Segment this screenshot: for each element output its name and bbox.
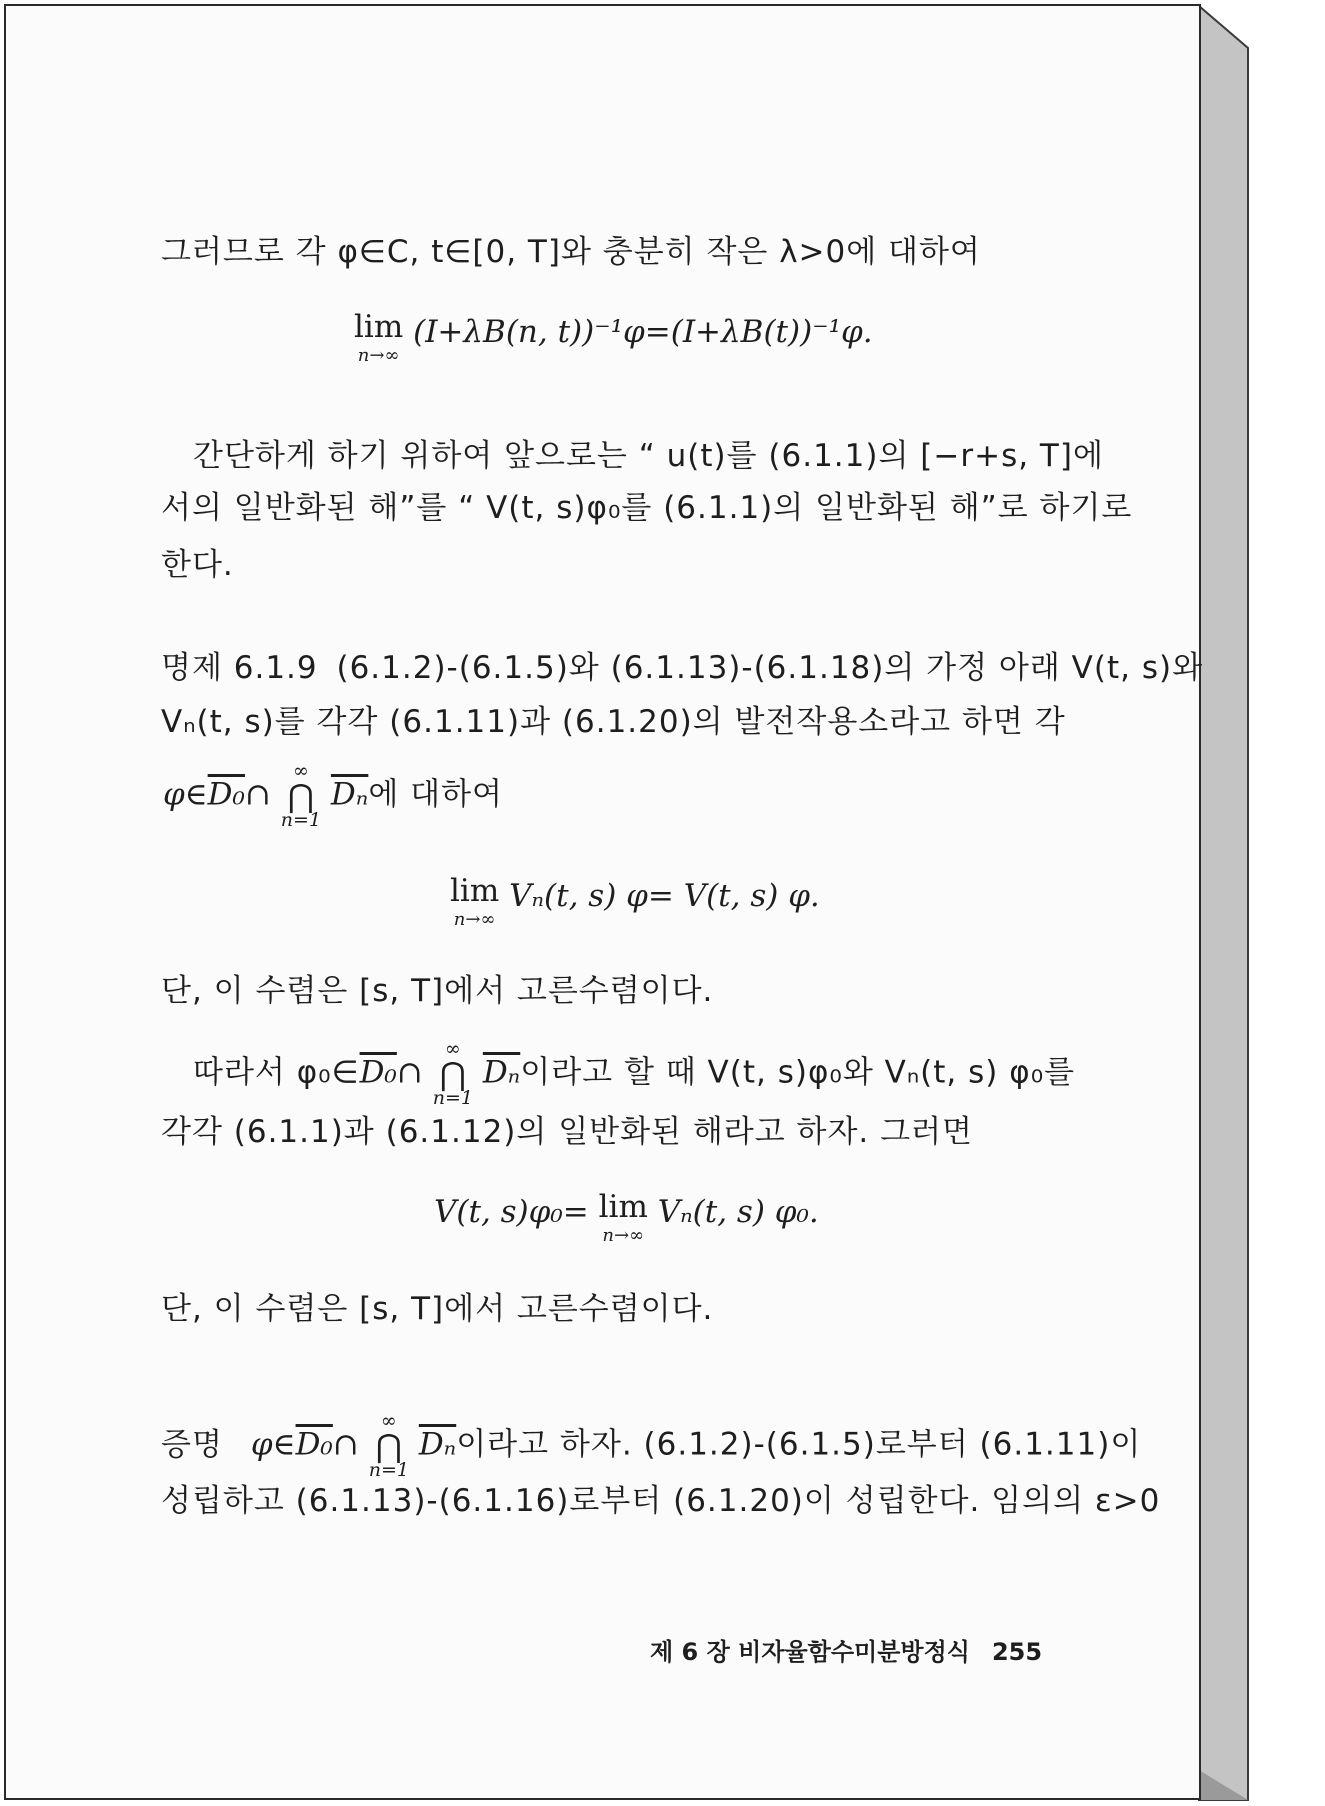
- proof-line-b: 성립하고 (6.1.13)-(6.1.16)로부터 (6.1.20)이 성립한다. 임의의 ε>0: [161, 1483, 1161, 1519]
- proof-lower: n=1: [368, 1459, 409, 1481]
- equation-1: [354, 309, 873, 366]
- text-line-p1b: 서의 일반화된 해”를 “ V(t, s)φ₀를 (6.1.1)의 일반화된 해”로 하기로: [161, 490, 1133, 526]
- p2a-dn-closure: $\overline{D_n}$: [482, 1054, 521, 1091]
- remark-line-1: 단, 이 수렴은 [s, T]에서 고른수렴이다.: [161, 973, 714, 1009]
- prop-c-bigcap-symbol: ⋂: [287, 777, 315, 815]
- p2a-bigcap: [433, 1040, 473, 1108]
- page-edge-side: [1199, 6, 1248, 1800]
- running-footer: [650, 1632, 1042, 1667]
- text-line-p2a: [193, 1040, 1075, 1108]
- prop-c-d0-closure: D₀: [207, 776, 245, 813]
- p2a-d0-closure: D₀: [359, 1054, 397, 1091]
- text-line-p1c: 한다.: [161, 547, 234, 583]
- proposition-heading: 명제 6.1.9: [161, 650, 318, 686]
- proof-line-a: [161, 1412, 1141, 1480]
- proof-phi: φ∈: [250, 1426, 296, 1463]
- equation-2: [450, 873, 820, 930]
- eq2-lim-word: lim: [450, 873, 500, 909]
- proof-bigcap-symbol: ⋂: [375, 1427, 402, 1465]
- proposition-line-b: Vₙ(t, s)를 각각 (6.1.11)과 (6.1.20)의 발전작용소라고 하면 각: [161, 704, 1066, 740]
- eq2-body: Vₙ(t, s) φ= V(t, s) φ.: [509, 878, 820, 914]
- remark-line-2: 단, 이 수렴은 [s, T]에서 고른수렴이다.: [161, 1291, 714, 1327]
- prop-c-upper: ∞: [293, 760, 309, 782]
- eq2-limit: [450, 873, 500, 930]
- prop-c-phi: φ∈: [163, 776, 208, 813]
- text-line-1: 그러므로 각 φ∈C, t∈[0, T]와 충분히 작은 λ>0에 대하여: [161, 234, 981, 270]
- eq1-lim-word: lim: [354, 309, 404, 345]
- eq3-lim-word: lim: [598, 1189, 648, 1225]
- p2a-cap: ∩: [396, 1054, 423, 1091]
- prop-c-bigcap: [281, 762, 321, 830]
- proof-upper: ∞: [380, 1410, 397, 1432]
- proof-cap: ∩: [332, 1426, 359, 1463]
- p2a-lower: n=1: [432, 1087, 473, 1109]
- p2a-pre: 따라서 φ₀∈: [193, 1054, 360, 1091]
- eq3-limit: [598, 1189, 648, 1246]
- eq1-body: (I+λB(n, t))⁻¹φ=(I+λB(t))⁻¹φ.: [413, 314, 873, 350]
- eq3-lim-sub: n→∞: [602, 1225, 645, 1246]
- proof-post: 이라고 하자. (6.1.2)-(6.1.5)로부터 (6.1.11)이: [456, 1426, 1142, 1463]
- proposition-line-a: [161, 648, 1203, 688]
- prop-c-post: 에 대하여: [368, 776, 503, 813]
- proposition-text-a: (6.1.2)-(6.1.5)와 (6.1.13)-(6.1.18)의 가정 아래 V(t, s)와: [336, 650, 1204, 686]
- eq1-limit: [354, 309, 404, 366]
- eq3-pre: V(t, s)φ₀=: [434, 1194, 599, 1230]
- proof-d0-closure: D₀: [295, 1426, 333, 1463]
- footer-chapter: 제 6 장 비자율함수미분방정식: [650, 1638, 970, 1666]
- proof-bigcap: [369, 1412, 409, 1480]
- page-number: 255: [991, 1638, 1043, 1666]
- prop-c-dn-closure: $\overline{D_n}$: [330, 776, 369, 813]
- eq3-body: Vₙ(t, s) φ₀.: [657, 1194, 819, 1230]
- proof-heading: 증명: [161, 1426, 223, 1463]
- proposition-line-c: [163, 762, 503, 830]
- prop-c-lower: n=1: [280, 809, 322, 831]
- eq2-lim-sub: n→∞: [453, 909, 496, 930]
- p2a-post: 이라고 할 때 V(t, s)φ₀와 Vₙ(t, s) φ₀를: [520, 1054, 1076, 1091]
- p2a-upper: ∞: [444, 1038, 461, 1060]
- equation-3: [434, 1189, 819, 1246]
- p2a-bigcap-symbol: ⋂: [439, 1055, 466, 1093]
- text-line-p1a: 간단하게 하기 위하여 앞으로는 “ u(t)를 (6.1.1)의 [−r+s, T]에: [193, 438, 1104, 474]
- text-line-p2b: 각각 (6.1.1)과 (6.1.12)의 일반화된 해라고 하자. 그러면: [161, 1114, 973, 1150]
- prop-c-cap: ∩: [244, 776, 271, 813]
- proof-dn-closure: $\overline{D_n}$: [418, 1426, 457, 1463]
- eq1-lim-sub: n→∞: [357, 345, 400, 366]
